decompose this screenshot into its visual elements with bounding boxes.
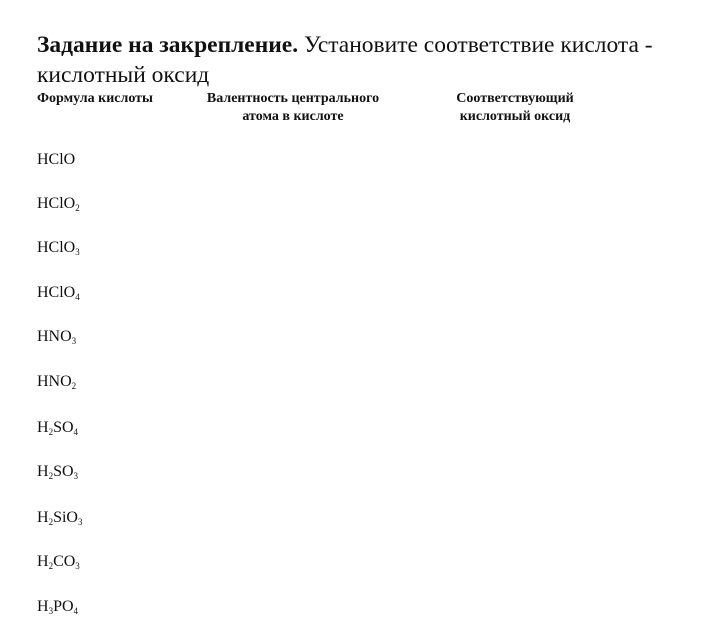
- formula-subscript: 3: [75, 247, 80, 257]
- formula-subscript: 2: [48, 427, 54, 437]
- acid-formula-row: [37, 283, 80, 303]
- acid-formula-row: [37, 418, 78, 438]
- formula-text: SO: [53, 463, 74, 480]
- formula-subscript: 4: [73, 427, 79, 437]
- formula-text: H: [37, 598, 49, 615]
- formula-subscript: 2: [48, 517, 54, 527]
- formula-subscript: 2: [48, 471, 54, 481]
- header-central-atom-valence: [183, 90, 403, 126]
- header-acid-oxide: [430, 90, 600, 126]
- header-valence-line-2: атома в кислоте: [242, 109, 344, 124]
- acid-formula-row: [37, 462, 78, 482]
- formula-subscript: 2: [75, 203, 80, 213]
- formula-text: PO: [53, 598, 74, 615]
- acid-formula-row: [37, 327, 76, 347]
- formula-text: H: [37, 553, 49, 570]
- formula-subscript: 3: [77, 517, 83, 527]
- acid-formula-row: [37, 552, 80, 572]
- formula-text: HClO: [37, 195, 76, 212]
- formula-subscript: 3: [48, 606, 54, 616]
- acid-formula-row: [37, 194, 80, 214]
- formula-text: SO: [53, 419, 74, 436]
- header-oxide-line-1: Соответствующий: [456, 91, 574, 106]
- acid-formula-row: [37, 508, 82, 528]
- formula-subscript: 3: [71, 336, 77, 346]
- formula-text: SiO: [53, 509, 78, 526]
- task-title-bold: Задание на закрепление.: [37, 32, 299, 58]
- formula-text: HClO: [37, 151, 76, 168]
- task-title: [37, 30, 707, 90]
- formula-subscript: 4: [75, 292, 80, 302]
- formula-subscript: 4: [73, 606, 79, 616]
- header-oxide-line-2: кислотный оксид: [459, 109, 571, 124]
- formula-text: HClO: [37, 284, 76, 301]
- formula-subscript: 2: [48, 561, 54, 571]
- formula-text: H: [37, 463, 49, 480]
- formula-subscript: 2: [71, 381, 77, 391]
- formula-subscript: 3: [75, 561, 80, 571]
- acid-formula-row: [37, 150, 75, 170]
- acid-formula-row: [37, 238, 80, 258]
- task-title-text: Установите соответствие кислота - кислотный оксид: [37, 32, 653, 88]
- formula-text: H: [37, 419, 49, 436]
- formula-text: H: [37, 509, 49, 526]
- formula-text: HNO: [37, 328, 72, 345]
- header-valence-line-1: Валентность центрального: [206, 91, 380, 106]
- acid-formula-row: [37, 372, 76, 392]
- acid-formula-row: [37, 597, 78, 617]
- formula-text: HClO: [37, 239, 76, 256]
- formula-text: HNO: [37, 373, 72, 390]
- header-acid-formula: Формула кислоты: [37, 91, 153, 106]
- formula-text: CO: [53, 553, 76, 570]
- formula-subscript: 3: [73, 471, 79, 481]
